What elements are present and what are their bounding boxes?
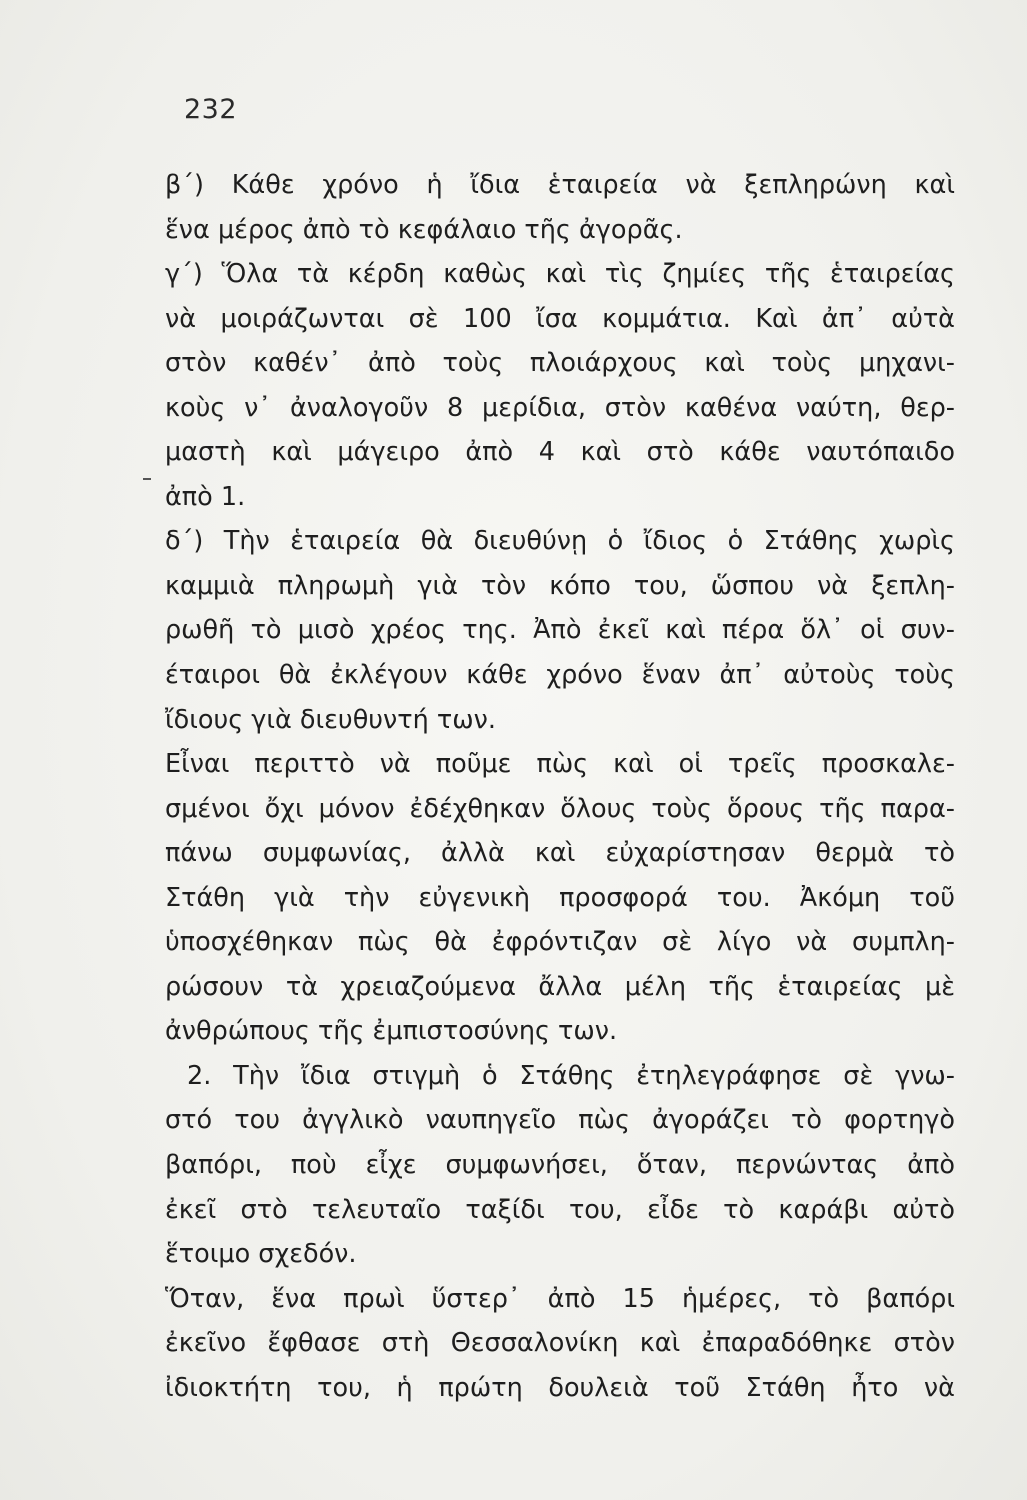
text-line: καμμιὰ πληρωμὴ γιὰ τὸν κόπο του, ὥσπου νὰ ξεπλη- (165, 570, 955, 601)
text-line: γ΄) Ὅλα τὰ κέρδη καθὼς καὶ τὶς ζημίες τῆς ἑταιρείας (165, 259, 955, 290)
text-line: Στάθη γιὰ τὴν εὐγενικὴ προσφορά του. Ἀκόμη τοῦ (165, 882, 955, 913)
text-line: Εἶναι περιττὸ νὰ ποῦμε πὼς καὶ οἱ τρεῖς προσκαλε- (165, 749, 955, 780)
text-line: ἕνα μέρος ἀπὸ τὸ κεφάλαιο τῆς ἀγορᾶς. (165, 214, 683, 245)
text-line: βαπόρι, ποὺ εἶχε συμφωνήσει, ὅταν, περνώντας ἀπὸ (165, 1150, 955, 1181)
text-line: Ὅταν, ἕνα πρωὶ ὕστερ᾽ ἀπὸ 15 ἡμέρες, τὸ βαπόρι (165, 1283, 955, 1314)
text-line: στό του ἀγγλικὸ ναυπηγεῖο πὼς ἀγοράζει τὸ φορτηγὸ (165, 1105, 955, 1136)
text-line: κοὺς ν᾽ ἀναλογοῦν 8 μερίδια, στὸν καθένα ναύτη, θερ- (165, 392, 955, 423)
text-line: ἐκεῖνο ἔφθασε στὴ Θεσσαλονίκη καὶ ἐπαραδόθηκε στὸν (165, 1328, 955, 1359)
text-line: 2. Τὴν ἴδια στιγμὴ ὁ Στάθης ἐτηλεγράφησε σὲ γνω- (187, 1060, 955, 1091)
text-line: στὸν καθέν᾽ ἀπὸ τοὺς πλοιάρχους καὶ τοὺς μηχανι- (165, 348, 955, 379)
text-line: ἴδιους γιὰ διευθυντή των. (165, 704, 496, 735)
text-line: ἕτοιμο σχεδόν. (165, 1239, 357, 1270)
text-line: ἰδιοκτήτη του, ἡ πρώτη δουλειὰ τοῦ Στάθη ἦτο νὰ (165, 1372, 955, 1403)
text-line: ἀπὸ 1. (165, 481, 246, 512)
text-line: ρώσουν τὰ χρειαζούμενα ἄλλα μέλη τῆς ἑταιρείας μὲ (165, 971, 955, 1002)
body-text (165, 163, 955, 1410)
text-line: δ΄) Τὴν ἑταιρεία θὰ διευθύνῃ ὁ ἴδιος ὁ Στάθης χωρὶς (165, 526, 955, 557)
text-line: σμένοι ὄχι μόνον ἐδέχθηκαν ὅλους τοὺς ὅρους τῆς παρα- (165, 793, 955, 824)
text-line: ἀνθρώπους τῆς ἐμπιστοσύνης των. (165, 1016, 618, 1047)
text-line: πάνω συμφωνίας, ἀλλὰ καὶ εὐχαρίστησαν θερμὰ τὸ (165, 838, 955, 869)
text-line: ρωθῆ τὸ μισὸ χρέος της. Ἀπὸ ἐκεῖ καὶ πέρα ὅλ᾽ οἱ συν- (165, 615, 955, 646)
text-line: νὰ μοιράζωνται σὲ 100 ἴσα κομμάτια. Καὶ ἀπ᾽ αὐτὰ (165, 303, 955, 334)
text-line: μαστὴ καὶ μάγειρο ἀπὸ 4 καὶ στὸ κάθε ναυτόπαιδο (165, 437, 955, 468)
page-number: 232 (184, 94, 238, 125)
text-line: ὑποσχέθηκαν πὼς θὰ ἐφρόντιζαν σὲ λίγο νὰ συμπλη- (165, 927, 955, 958)
text-line: έταιροι θὰ ἐκλέγουν κάθε χρόνο ἕναν ἀπ᾽ αὐτοὺς τοὺς (165, 660, 955, 691)
text-line: ἐκεῖ στὸ τελευταῖο ταξίδι του, εἶδε τὸ καράβι αὐτὸ (165, 1194, 955, 1225)
text-line: β΄) Κάθε χρόνο ἡ ἴδια ἑταιρεία νὰ ξεπληρώνη καὶ (165, 170, 955, 200)
margin-mark (143, 478, 151, 480)
